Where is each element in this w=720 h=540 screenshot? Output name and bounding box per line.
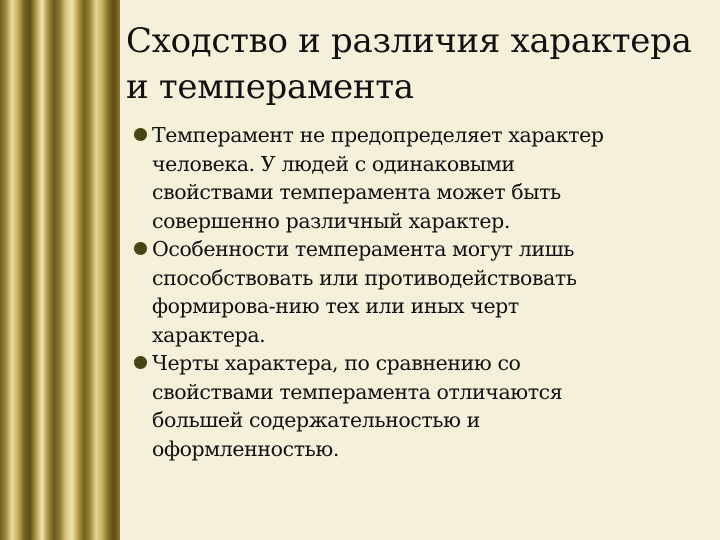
bullet-line: человека. У людей с одинаковыми — [152, 151, 515, 176]
title-line: и темперамента — [126, 67, 414, 107]
bullet-line: формирова-нию тех или иных черт — [152, 294, 519, 318]
bullet-line: характера. — [152, 322, 266, 347]
slide — [120, 0, 720, 540]
bullet-item — [134, 349, 694, 463]
decorative-gold-band — [0, 0, 120, 540]
bullet-dot-icon — [134, 128, 147, 141]
bullet-line: Темперамент не предопределяет характер — [152, 123, 604, 147]
bullet-text — [152, 349, 694, 463]
bullet-item — [134, 121, 694, 235]
bullet-dot-icon — [134, 242, 147, 255]
bullet-line: свойствами темперамента отличаются — [152, 379, 563, 404]
bullet-item — [134, 235, 694, 349]
bullet-line: совершенно различный характер. — [152, 208, 510, 233]
title-line: Сходство и различия характера — [126, 21, 692, 61]
bullet-line: Особенности темперамента могут лишь — [152, 237, 575, 261]
bullet-dot-icon — [134, 356, 147, 369]
bullet-text — [152, 235, 694, 349]
bullet-line: способствовать или противодействовать — [152, 265, 577, 290]
bullet-line: Черты характера, по сравнению со — [152, 351, 521, 375]
slide-title — [126, 18, 706, 110]
bullet-list — [134, 121, 694, 463]
bullet-line: большей содержательностью и — [152, 408, 480, 432]
bullet-text — [152, 121, 694, 235]
bullet-line: свойствами темперамента может быть — [152, 180, 561, 204]
bullet-line: оформленностью. — [152, 436, 339, 461]
